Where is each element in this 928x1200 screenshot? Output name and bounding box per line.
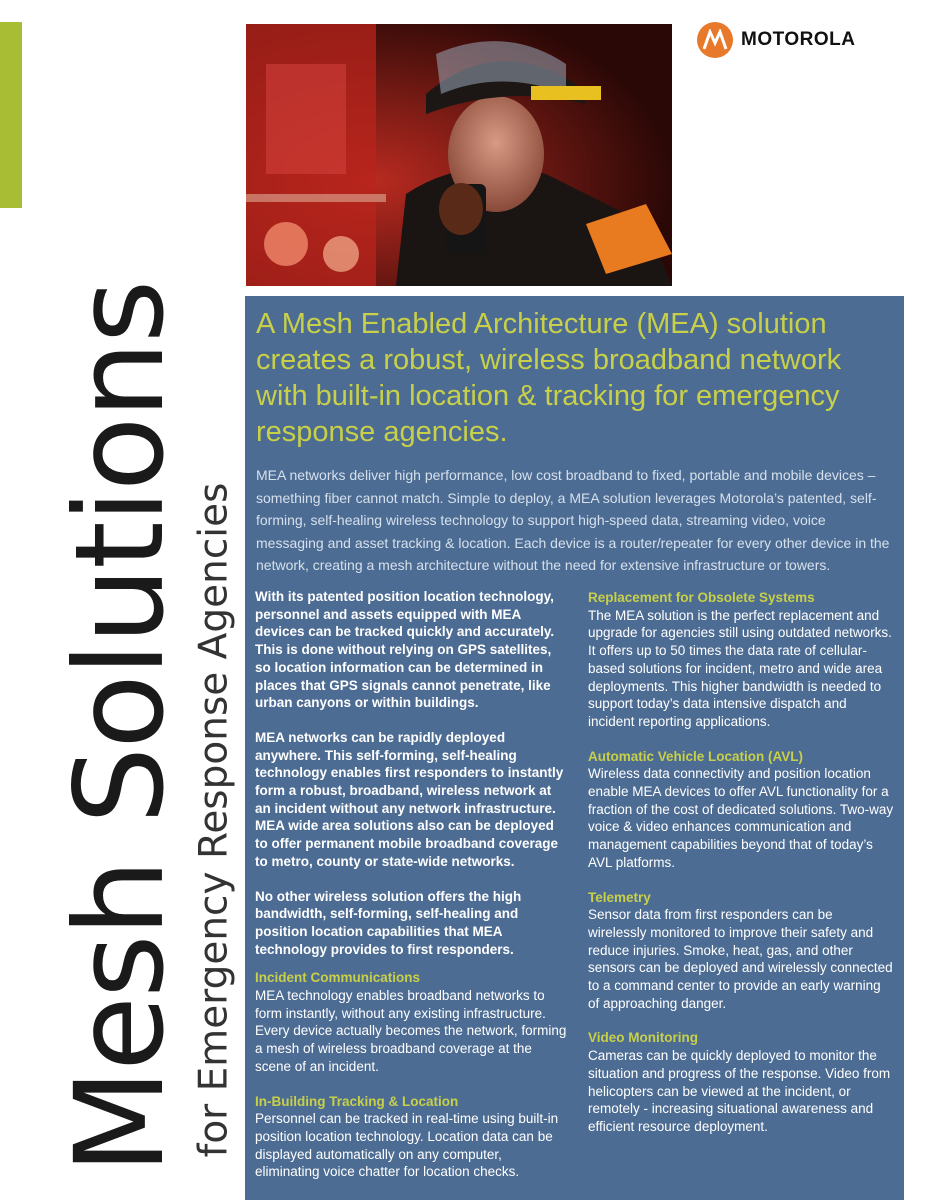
motorola-logo: [697, 22, 855, 58]
section-heading-replacement: Replacement for Obsolete Systems: [588, 590, 815, 605]
page-subtitle: for Emergency Response Agencies: [191, 482, 237, 1158]
brand-name: MOTOROLA: [741, 29, 856, 50]
section-heading-telemetry: Telemetry: [588, 889, 651, 905]
section-heading-incident: Incident Communications: [255, 970, 421, 986]
section-body-avl: Wireless data connectivity and position location enable MEA devices to offer AVL functionality for a fraction of the cost of dedicated solutions. Two-way voice & video enhances communication and management capabilities beyond that of today’s AVL platforms.: [588, 766, 894, 870]
firefighter-photo-illustration: [246, 24, 672, 286]
section-heading-tracking: In-Building Tracking & Location: [255, 1093, 459, 1109]
intro-paragraph: MEA networks deliver high performance, low cost broadband to fixed, portable and mobile devices – something fiber cannot match. Simple to deploy, a MEA solution leverages Motorola’s patented, self-forming, self-healing wireless technology to support high-speed data, streaming video, voice messaging and asset tracking & location. Each device is a router/repeater for every other device in the network, creating a mesh architecture without the need for extensive infrastructure or towers.: [256, 467, 890, 573]
paragraph-location: With its patented position location technology, personnel and assets equipped with MEA devices can be tracked quickly and accurately. This is done without relying on GPS satellites, so location information can be determined in places that GPS signals cannot penetrate, like urban canyons or within buildings.: [255, 589, 555, 711]
right-column: [588, 589, 894, 1136]
paragraph-capabilities: No other wireless solution offers the high bandwidth, self-forming, self-healing and position location capabilities that MEA technology provides to first responders.: [255, 888, 522, 957]
section-body-video: Cameras can be quickly deployed to monitor the situation and progress of the response. Video from helicopters can be viewed at the incident, or remotely - increasing situational awareness and efficient resource deployment.: [588, 1048, 891, 1134]
page-title: Mesh Solutions: [49, 281, 191, 1175]
content-panel: [245, 296, 904, 1200]
motorola-m-glyph: [702, 29, 728, 51]
left-column: [255, 588, 567, 1181]
section-heading-avl: Automatic Vehicle Location (AVL): [588, 748, 804, 764]
title-block: [0, 0, 245, 1200]
hero-photo: [246, 24, 672, 286]
section-body-incident: MEA technology enables broadband networks to form instantly, without any existing infrastructure. Every device actually becomes the network, forming a mesh of wireless broadband coverage at the scene of an incident.: [255, 988, 567, 1074]
section-body-telemetry: Sensor data from first responders can be wirelessly monitored to improve their safety and reduce injuries. Smoke, heat, gas, and other sensors can be deployed and wirelessly connected to a command center to provide an early warning of approaching danger.: [588, 907, 893, 1011]
section-body-tracking: Personnel can be tracked in real-time using built-in position location technology. Location data can be displayed automatically on any computer, eliminating voice chatter for location checks.: [255, 1111, 559, 1180]
section-heading-video: Video Monitoring: [588, 1030, 698, 1046]
motorola-m-icon: [697, 22, 733, 58]
paragraph-deployment: MEA networks can be rapidly deployed anywhere. This self-forming, self-healing technology enables first responders to instantly form a robust, broadband, wireless network at an incident without any network infrastructure. MEA wide area solutions also can be deployed to offer permanent mobile broadband coverage to metro, county or state-wide networks.: [255, 729, 564, 869]
headline: A Mesh Enabled Architecture (MEA) solution creates a robust, wireless broadband network with built-in location & tracking for emergency response agencies.: [256, 308, 842, 448]
section-body-replacement: The MEA solution is the perfect replacement and upgrade for agencies still using outdated networks. It offers up to 50 times the data rate of cellular-based solutions for incident, metro and wide area deployments. This higher bandwidth is needed to support today’s data intensive dispatch and incident reporting applications.: [588, 607, 892, 729]
